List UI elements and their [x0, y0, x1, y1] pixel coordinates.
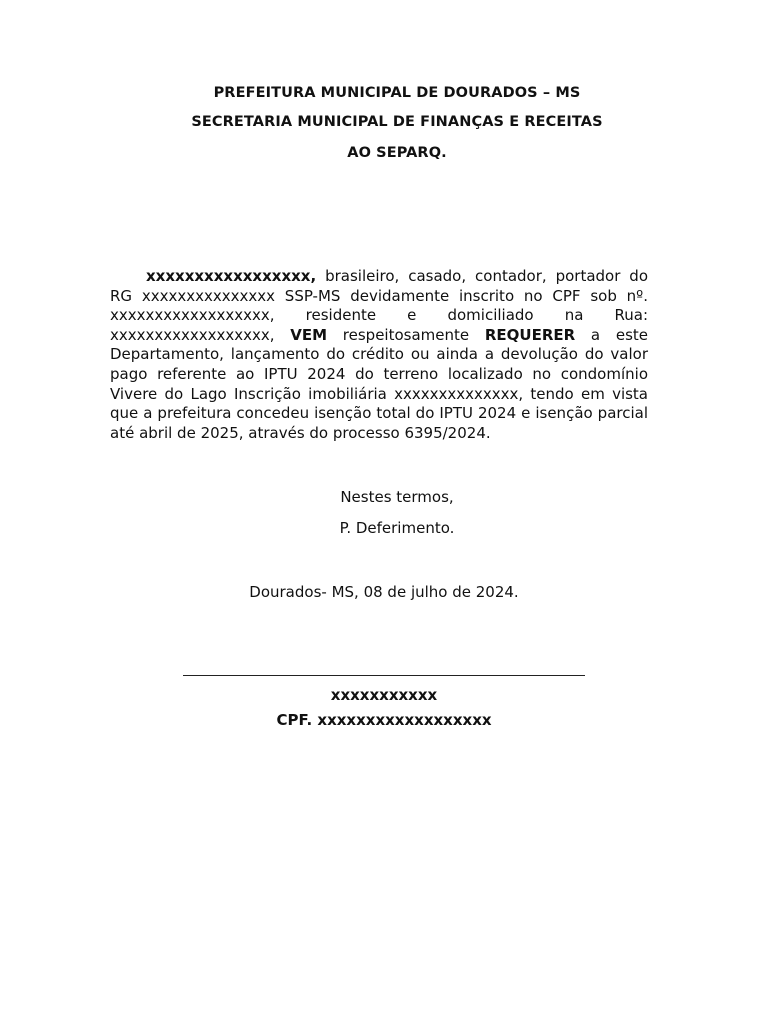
paragraph-text-2: respeitosamente — [327, 325, 485, 344]
requerer-keyword: REQUERER — [484, 325, 576, 344]
header-addressee: AO SEPARQ. — [347, 145, 447, 161]
request-paragraph — [110, 267, 648, 443]
paragraph-text-1: brasileiro, casado, contador, portador do RG xxxxxxxxxxxxxxx SSP-MS devidamente inscrito no CPF sob nº. xxxxxxxxxxxxxxxxxx, residente e domiciliado na Rua: xxxxxxxxxxxxxxxxxx, — [110, 267, 648, 344]
requester-name: xxxxxxxxxxxxxxxxx, — [146, 267, 317, 285]
header-prefeitura: PREFEITURA MUNICIPAL DE DOURADOS – MS — [213, 85, 581, 101]
date-location: Dourados- MS, 08 de julho de 2024. — [249, 583, 519, 601]
signature-line — [183, 675, 585, 676]
paragraph-text-3: a este Departamento, lançamento do crédito ou ainda a devolução do valor pago referente ao IPTU 2024 do terreno localizado no condomínio Vivere do Lago Inscrição imobiliária xxxxxxxxxxxxxx, tendo em vista que a prefeitura concedeu isenção total do IPTU 2024 e isenção parcial até abril de 2025, através do processo 6395/2024. — [110, 325, 648, 442]
header-secretaria: SECRETARIA MUNICIPAL DE FINANÇAS E RECEITAS — [191, 114, 603, 130]
vem-keyword: VEM — [290, 325, 328, 344]
closing-deferimento: P. Deferimento. — [339, 519, 455, 537]
signature-name: xxxxxxxxxxx — [330, 686, 438, 704]
signature-cpf: CPF. xxxxxxxxxxxxxxxxxx — [276, 711, 492, 729]
closing-terms: Nestes termos, — [340, 488, 454, 506]
